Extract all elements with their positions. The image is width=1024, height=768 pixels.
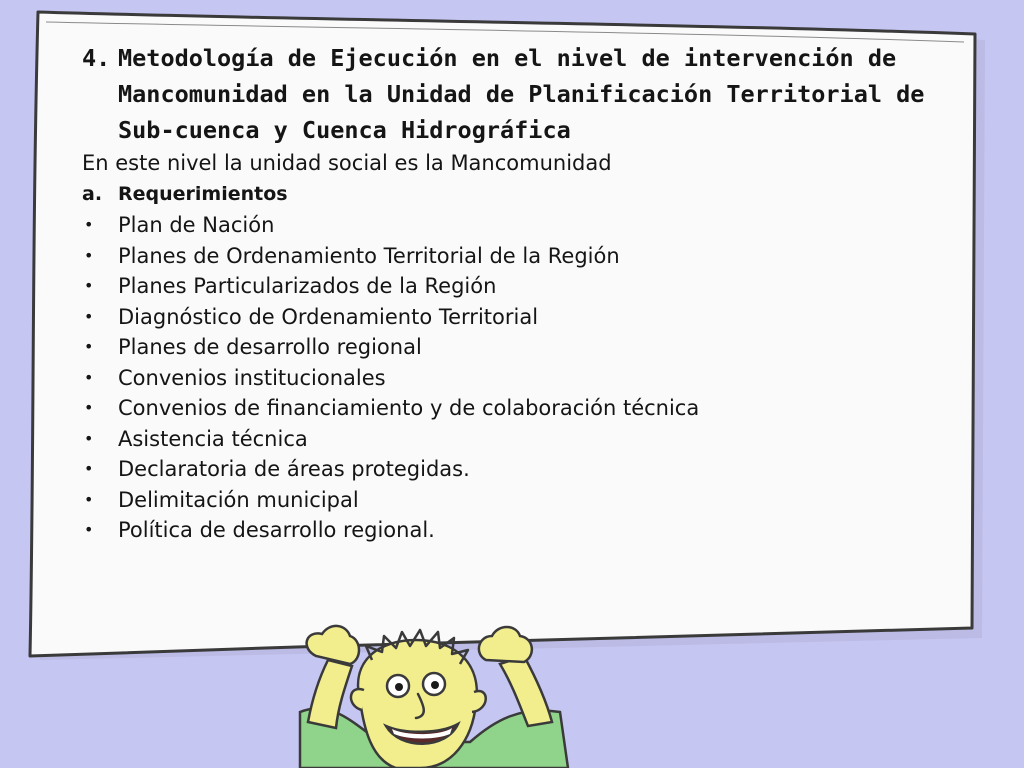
bullet-icon: • (84, 306, 94, 326)
slide-content (82, 40, 952, 546)
list-item (82, 241, 952, 272)
list-item (82, 302, 952, 333)
list-item (82, 271, 952, 302)
subheading-title: Requerimientos (118, 183, 288, 205)
list-item-label: Planes de desarrollo regional (118, 335, 422, 359)
subheading-letter: a. (82, 183, 103, 205)
list-item-label: Diagnóstico de Ordenamiento Territorial (118, 304, 539, 329)
list-item (82, 363, 952, 394)
list-item-label: Plan de Nación (118, 213, 275, 237)
bullet-icon: • (84, 276, 94, 295)
list-item-label: Declaratoria de áreas protegidas. (118, 457, 470, 481)
list-item-label: Planes de Ordenamiento Territorial de la Región (118, 243, 620, 268)
bullet-icon: • (84, 245, 94, 265)
list-item-label: Planes Particularizados de la Región (118, 274, 497, 298)
heading-number: 4. (82, 44, 111, 72)
bullet-icon: • (84, 428, 94, 448)
bullet-icon: • (84, 459, 94, 478)
bullet-icon: • (84, 489, 94, 509)
list-item (82, 454, 952, 485)
list-item (82, 210, 952, 241)
bullet-icon: • (84, 398, 94, 417)
bullet-icon: • (84, 520, 94, 539)
intro-text: En este nivel la unidad social es la Mancomunidad (82, 151, 612, 175)
list-item-label: Asistencia técnica (118, 426, 308, 451)
requirements-list (82, 210, 952, 546)
list-item-label: Política de desarrollo regional. (118, 518, 435, 542)
list-item (82, 424, 952, 455)
bullet-icon: • (84, 215, 94, 234)
slide-heading (82, 40, 952, 148)
subheading (82, 179, 952, 210)
list-item-label: Convenios institucionales (118, 365, 386, 390)
list-item-label: Convenios de financiamiento y de colaboración técnica (118, 396, 700, 420)
list-item (82, 515, 952, 546)
list-item-label: Delimitación municipal (118, 487, 359, 512)
list-item (82, 485, 952, 516)
list-item (82, 393, 952, 424)
bullet-icon: • (84, 337, 94, 356)
heading-text: Metodología de Ejecución en el nivel de intervención de Mancomunidad en la Unidad de Planificación Territorial de Sub-cuenca y Cuenca Hidrográfica (118, 44, 925, 144)
list-item (82, 332, 952, 363)
bullet-icon: • (84, 367, 94, 387)
